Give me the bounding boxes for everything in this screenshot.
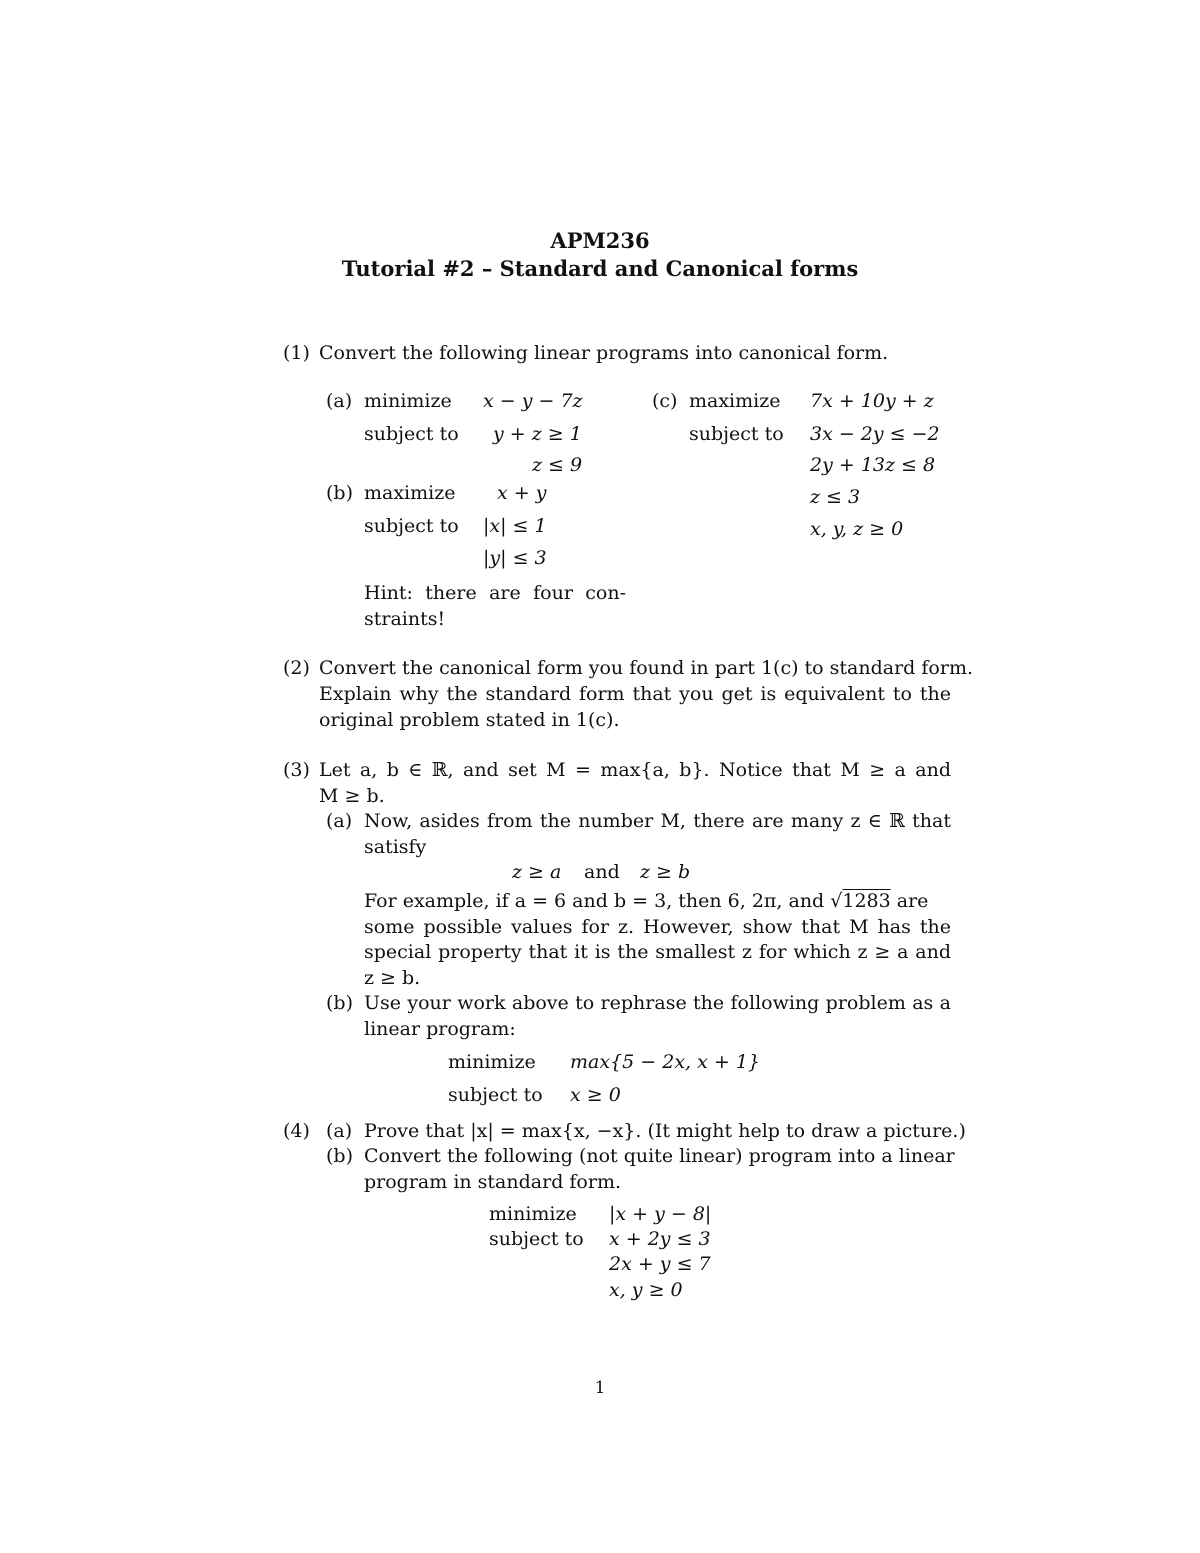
q1a-objective: x − y − 7z bbox=[483, 390, 583, 412]
q3a-line-1: Now, asides from the number M, there are many z ∈ ℝ that bbox=[364, 810, 951, 832]
q1a-constraint-1: y + z ≥ 1 bbox=[493, 423, 582, 445]
q4b-subject-to: subject to bbox=[489, 1228, 584, 1250]
q3-line-1: Let a, b ∈ ℝ, and set M = max{a, b}. Notice that M ≥ a and bbox=[319, 759, 951, 781]
q2-line-1: Convert the canonical form you found in part 1(c) to standard form. bbox=[319, 657, 973, 679]
tutorial-title: Tutorial #2 – Standard and Canonical forms bbox=[341, 256, 859, 281]
q4b-objective: |x + y − 8| bbox=[609, 1203, 712, 1225]
q3a-line-5: special property that it is the smallest z for which z ≥ a and bbox=[364, 941, 951, 963]
q3-line-2: M ≥ b. bbox=[319, 785, 385, 807]
q1c-constraint-4: x, y, z ≥ 0 bbox=[810, 518, 904, 540]
q1b-constraint-2: |y| ≤ 3 bbox=[483, 547, 547, 569]
q4a-label: (a) bbox=[326, 1120, 353, 1142]
q3b-label: (b) bbox=[326, 992, 353, 1014]
q2-number: (2) bbox=[283, 657, 310, 679]
q1c-objective-keyword: maximize bbox=[689, 390, 781, 412]
q1b-subject-to: subject to bbox=[364, 515, 459, 537]
q1b-constraint-1: |x| ≤ 1 bbox=[483, 515, 547, 537]
q3a-display-and: and bbox=[584, 861, 620, 883]
q3a-line-3 bbox=[364, 890, 928, 912]
q4b-label: (b) bbox=[326, 1145, 353, 1167]
q3a-display-left: z ≥ a bbox=[512, 861, 562, 883]
q3a-line-6: z ≥ b. bbox=[364, 967, 421, 989]
q1-number: (1) bbox=[283, 342, 310, 364]
q1a-objective-keyword: minimize bbox=[364, 390, 452, 412]
q1b-hint-line-1: Hint: there are four con- bbox=[364, 582, 626, 604]
q1a-subject-to: subject to bbox=[364, 423, 459, 445]
q3b-subject-to: subject to bbox=[448, 1084, 543, 1106]
q4b-objective-keyword: minimize bbox=[489, 1203, 577, 1225]
q1b-objective: x + y bbox=[497, 482, 547, 504]
q2-line-2: Explain why the standard form that you get is equivalent to the bbox=[319, 683, 951, 705]
q4b-line-2: program in standard form. bbox=[364, 1171, 622, 1193]
q1a-constraint-2: z ≤ 9 bbox=[532, 454, 583, 476]
q3b-line-2: linear program: bbox=[364, 1018, 516, 1040]
q3a-line-3-end: are bbox=[896, 890, 929, 912]
q1c-label: (c) bbox=[652, 390, 678, 412]
q4b-constraint-3: x, y ≥ 0 bbox=[609, 1279, 683, 1301]
q3a-label: (a) bbox=[326, 810, 353, 832]
page-number: 1 bbox=[594, 1378, 606, 1398]
q3b-line-1: Use your work above to rephrase the following problem as a bbox=[364, 992, 951, 1014]
q1b-hint-line-2: straints! bbox=[364, 608, 446, 630]
q3b-objective-keyword: minimize bbox=[448, 1051, 536, 1073]
q1c-constraint-1: 3x − 2y ≤ −2 bbox=[810, 423, 940, 445]
q3a-line-3-text: For example, if a = 6 and b = 3, then 6, 2π, and √ bbox=[364, 890, 843, 912]
q1b-label: (b) bbox=[326, 482, 353, 504]
q4-number: (4) bbox=[283, 1120, 310, 1142]
q3a-line-4: some possible values for z. However, show that M has the bbox=[364, 916, 951, 938]
q3-number: (3) bbox=[283, 759, 310, 781]
q4a-text: Prove that |x| = max{x, −x}. (It might help to draw a picture.) bbox=[364, 1120, 966, 1142]
q1a-label: (a) bbox=[326, 390, 353, 412]
q1-text: Convert the following linear programs into canonical form. bbox=[319, 342, 889, 364]
course-code: APM236 bbox=[550, 228, 650, 253]
q1c-subject-to: subject to bbox=[689, 423, 784, 445]
sqrt-argument: 1283 bbox=[842, 890, 891, 912]
q4b-constraint-1: x + 2y ≤ 3 bbox=[609, 1228, 711, 1250]
q2-line-3: original problem stated in 1(c). bbox=[319, 709, 620, 731]
q1c-constraint-3: z ≤ 3 bbox=[810, 486, 861, 508]
q4b-constraint-2: 2x + y ≤ 7 bbox=[609, 1253, 711, 1275]
q1c-objective: 7x + 10y + z bbox=[810, 390, 934, 412]
q3a-display-right: z ≥ b bbox=[640, 861, 691, 883]
q3b-constraint-1: x ≥ 0 bbox=[570, 1084, 621, 1106]
q4b-line-1: Convert the following (not quite linear) program into a linear bbox=[364, 1145, 955, 1167]
q3a-line-2: satisfy bbox=[364, 836, 427, 858]
q1c-constraint-2: 2y + 13z ≤ 8 bbox=[810, 454, 936, 476]
q1b-objective-keyword: maximize bbox=[364, 482, 456, 504]
q3b-objective: max{5 − 2x, x + 1} bbox=[570, 1051, 761, 1073]
